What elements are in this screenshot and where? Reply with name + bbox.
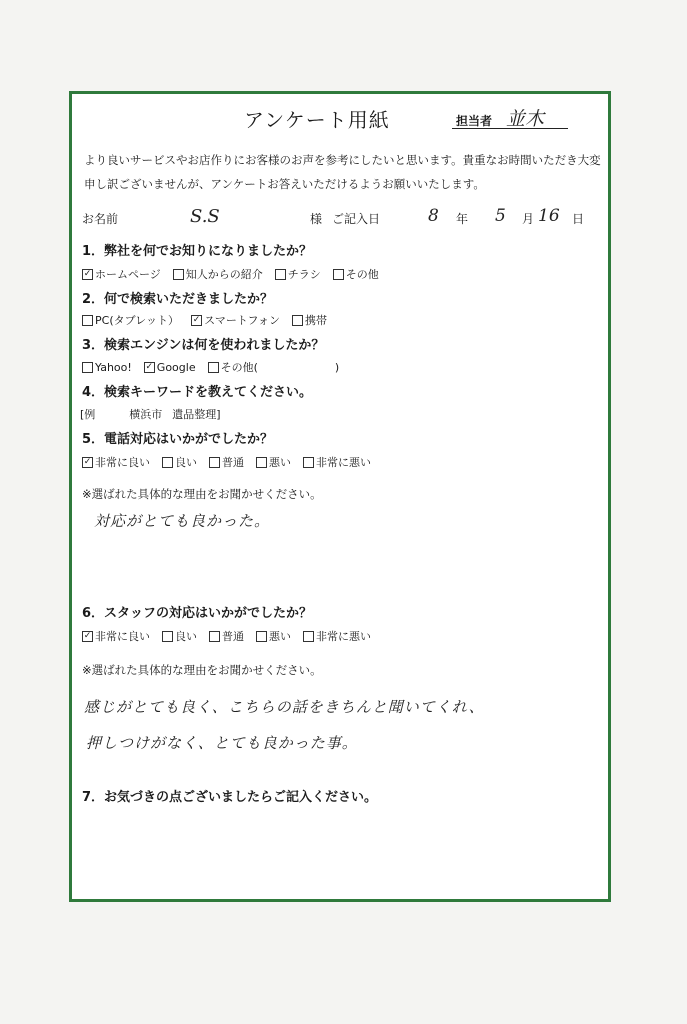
q5-reason-label: ※選ばれた具体的な理由をお聞かせください。 xyxy=(82,487,322,501)
q6-reason-label: ※選ばれた具体的な理由をお聞かせください。 xyxy=(82,663,322,677)
intro-line-1: より良いサービスやお店作りにお客様のお声を参考にしたいと思います。貴重なお時間いただき大変 xyxy=(84,153,601,167)
q5-option-average[interactable]: 普通 xyxy=(209,454,244,470)
q6-option-very-bad[interactable]: 非常に悪い xyxy=(303,628,371,644)
q6-answer-line-1[interactable]: 感じがとても良く、こちらの話をきちんと聞いてくれ、 xyxy=(84,698,485,716)
q7-answer-area[interactable] xyxy=(82,812,592,886)
checkbox-icon[interactable] xyxy=(82,315,93,326)
question-4: 4．検索キーワードを教えてください。 xyxy=(82,385,313,400)
q3-option-other[interactable]: その他( ) xyxy=(208,359,340,375)
checkbox-icon[interactable] xyxy=(292,315,303,326)
question-3-options xyxy=(82,359,339,375)
q1-option-homepage[interactable]: ✓ ホームページ xyxy=(83,268,161,281)
staff-underline xyxy=(452,128,568,129)
checkbox-checked-icon[interactable]: ✓ xyxy=(83,456,92,467)
example-open: [例 xyxy=(80,408,96,421)
checkbox-icon[interactable] xyxy=(256,457,267,468)
q6-option-very-good[interactable]: ✓ 非常に良い xyxy=(83,630,150,643)
checkbox-icon[interactable] xyxy=(82,362,93,373)
question-1-options xyxy=(82,266,379,282)
question-5: 5．電話対応はいかがでしたか？ xyxy=(82,432,274,447)
survey-form xyxy=(69,91,611,902)
month-value: 5 xyxy=(495,206,506,226)
checkbox-checked-icon[interactable]: ✓ xyxy=(83,268,92,279)
day-value: 16 xyxy=(538,206,560,226)
example-word-1: 横浜市 xyxy=(129,408,163,421)
checkbox-icon[interactable] xyxy=(209,631,220,642)
q5-option-good[interactable]: 良い xyxy=(162,454,197,470)
question-5-options xyxy=(82,454,371,470)
date-label: ご記入日 xyxy=(332,212,381,226)
q5-option-very-bad[interactable]: 非常に悪い xyxy=(303,454,371,470)
staff-label: 担当者 xyxy=(456,114,493,128)
checkbox-icon[interactable] xyxy=(209,457,220,468)
intro-line-2: 申し訳ございませんが、アンケートお答えいただけるようお願いいたします。 xyxy=(84,177,485,191)
question-3: 3．検索エンジンは何を使われましたか？ xyxy=(82,338,325,353)
question-6-options xyxy=(82,628,371,644)
q3-option-yahoo[interactable]: Yahoo! xyxy=(82,361,132,374)
question-1: 1．弊社を何でお知りになりましたか？ xyxy=(82,244,313,259)
q5-option-very-good[interactable]: ✓ 非常に良い xyxy=(83,456,150,469)
q5-answer[interactable]: 対応がとても良かった。 xyxy=(94,512,271,530)
q2-option-smartphone[interactable]: ✓ スマートフォン xyxy=(192,314,280,327)
q3-option-google[interactable]: ✓ Google xyxy=(145,360,196,374)
checkbox-icon[interactable] xyxy=(162,631,173,642)
checkbox-checked-icon[interactable]: ✓ xyxy=(192,314,201,325)
q6-option-average[interactable]: 普通 xyxy=(209,628,244,644)
q2-option-mobile[interactable]: 携帯 xyxy=(292,312,327,328)
staff-name: 並木 xyxy=(506,108,545,130)
checkbox-icon[interactable] xyxy=(173,269,184,280)
day-unit: 日 xyxy=(572,212,585,226)
q6-option-bad[interactable]: 悪い xyxy=(256,628,291,644)
checkbox-icon[interactable] xyxy=(162,457,173,468)
honorific: 様 xyxy=(310,212,323,226)
year-value: 8 xyxy=(428,206,439,226)
name-label: お名前 xyxy=(82,212,119,226)
question-2: 2．何で検索いただきましたか？ xyxy=(82,292,274,307)
example-word-2: 遺品整理] xyxy=(172,408,221,421)
checkbox-icon[interactable] xyxy=(275,269,286,280)
checkbox-icon[interactable] xyxy=(208,362,219,373)
q1-option-referral[interactable]: 知人からの紹介 xyxy=(173,266,263,282)
checkbox-icon[interactable] xyxy=(303,457,314,468)
keyword-example xyxy=(80,406,221,422)
year-unit: 年 xyxy=(456,212,469,226)
q2-option-pc[interactable]: PC(タブレット） xyxy=(82,312,179,328)
form-title: アンケート用紙 xyxy=(244,108,390,132)
checkbox-icon[interactable] xyxy=(303,631,314,642)
question-7: 7．お気づきの点ございましたらご記入ください。 xyxy=(82,790,378,805)
checkbox-checked-icon[interactable]: ✓ xyxy=(145,361,154,372)
checkbox-icon[interactable] xyxy=(256,631,267,642)
checkbox-icon[interactable] xyxy=(333,269,344,280)
q5-option-bad[interactable]: 悪い xyxy=(256,454,291,470)
name-value: S.S xyxy=(190,206,220,227)
q1-option-flyer[interactable]: チラシ xyxy=(275,266,321,282)
checkbox-checked-icon[interactable]: ✓ xyxy=(83,630,92,641)
q6-answer-line-2[interactable]: 押しつけがなく、とても良かった事。 xyxy=(86,734,358,752)
question-6: 6．スタッフの対応はいかがでしたか？ xyxy=(82,606,313,621)
question-2-options xyxy=(82,312,327,328)
month-unit: 月 xyxy=(522,212,535,226)
q6-option-good[interactable]: 良い xyxy=(162,628,197,644)
q1-option-other[interactable]: その他 xyxy=(333,266,379,282)
